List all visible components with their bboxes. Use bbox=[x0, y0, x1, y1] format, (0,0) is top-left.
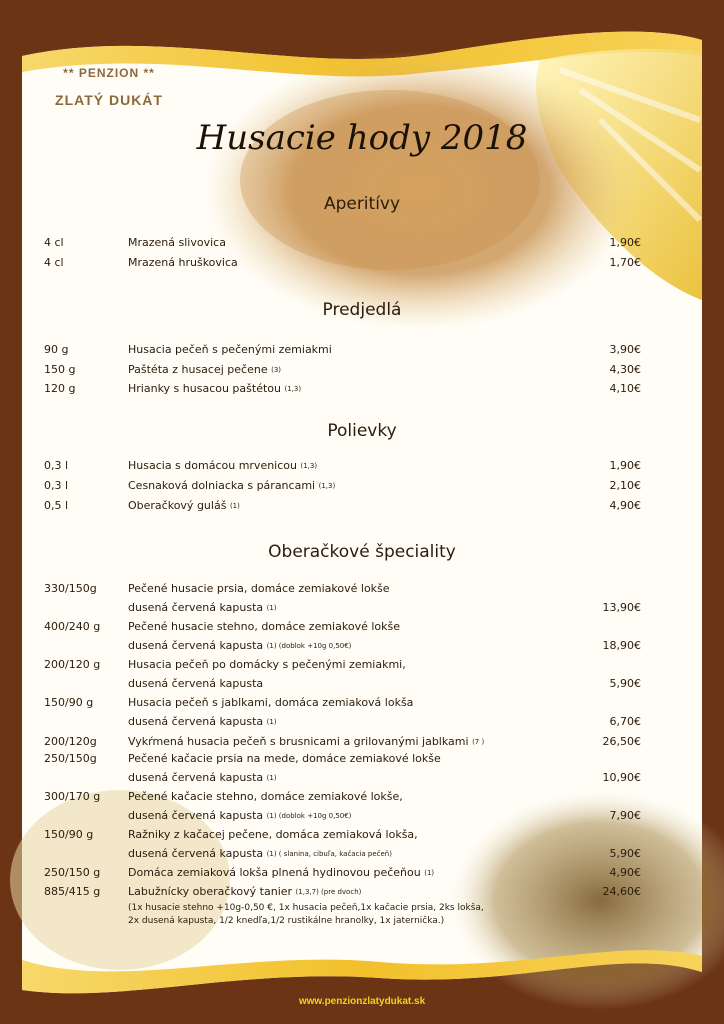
menu-row-price: 18,90€ bbox=[602, 639, 641, 652]
menu-row-qty: 400/240 g bbox=[44, 620, 101, 633]
menu-row-price: 13,90€ bbox=[602, 601, 641, 614]
menu-row bbox=[0, 866, 724, 884]
menu-row-price: 6,70€ bbox=[609, 715, 641, 728]
menu-row-qty: 200/120g bbox=[44, 735, 97, 748]
menu-title: Husacie hody 2018 bbox=[196, 118, 528, 158]
menu-row-qty: 250/150g bbox=[44, 752, 97, 765]
menu-row-name: Husacia pečeň s pečenými zemiakmi bbox=[128, 343, 332, 356]
menu-row-name: Vykŕmená husacia pečeň s brusnicami a grilovanými jablkami (7 ) bbox=[128, 735, 485, 748]
menu-row bbox=[0, 499, 724, 517]
menu-row bbox=[0, 382, 724, 400]
menu-row-price: 1,70€ bbox=[609, 256, 641, 269]
menu-row bbox=[0, 715, 724, 733]
menu-row-price: 1,90€ bbox=[609, 459, 641, 472]
menu-row bbox=[0, 752, 724, 770]
menu-row-price: 2,10€ bbox=[609, 479, 641, 492]
menu-row bbox=[0, 479, 724, 497]
menu-row-price: 4,90€ bbox=[609, 499, 641, 512]
menu-row-qty: 0,3 l bbox=[44, 459, 69, 472]
menu-row-qty: 4 cl bbox=[44, 256, 64, 269]
menu-row-name: Oberačkový guláš (1) bbox=[128, 499, 240, 512]
menu-row-price: 1,90€ bbox=[609, 236, 641, 249]
menu-row bbox=[0, 236, 724, 254]
menu-row-name: dusená červená kapusta (1) ( slanina, cibuľa, kačacia pečeň) bbox=[128, 847, 392, 860]
platter-note-line2: 2x dusená kapusta, 1/2 knedľa,1/2 rustikálne hranolky, 1x jaternička.) bbox=[128, 916, 445, 926]
menu-row bbox=[0, 677, 724, 695]
menu-row-name: Hrianky s husacou paštétou (1,3) bbox=[128, 382, 302, 395]
menu-row-qty: 300/170 g bbox=[44, 790, 101, 803]
menu-row-price: 5,90€ bbox=[609, 677, 641, 690]
menu-row bbox=[0, 363, 724, 381]
menu-row bbox=[0, 582, 724, 600]
section-heading-specialities: Oberačkové špeciality bbox=[268, 542, 456, 562]
menu-row-name: dusená červená kapusta (1) bbox=[128, 601, 277, 614]
menu-row-name: dusená červená kapusta bbox=[128, 677, 264, 690]
menu-row-price: 24,60€ bbox=[602, 885, 641, 898]
menu-row bbox=[0, 459, 724, 477]
menu-row-name: dusená červená kapusta (1) bbox=[128, 715, 277, 728]
menu-row-name: Paštéta z husacej pečene (3) bbox=[128, 363, 282, 376]
section-heading-aperitivy: Aperitívy bbox=[323, 194, 401, 214]
menu-row-price: 10,90€ bbox=[602, 771, 641, 784]
menu-row-name: Husacia s domácou mrvenicou (1,3) bbox=[128, 459, 318, 472]
menu-row-price: 4,30€ bbox=[609, 363, 641, 376]
menu-row bbox=[0, 790, 724, 808]
menu-row-qty: 150/90 g bbox=[44, 696, 94, 709]
menu-row-price: 5,90€ bbox=[609, 847, 641, 860]
menu-row bbox=[0, 847, 724, 865]
menu-row-price: 4,90€ bbox=[609, 866, 641, 879]
menu-row bbox=[0, 735, 724, 753]
menu-row bbox=[0, 639, 724, 657]
menu-row bbox=[0, 601, 724, 619]
menu-row-name: Ražniky z kačacej pečene, domáca zemiaková lokša, bbox=[128, 828, 418, 841]
menu-row-price: 4,10€ bbox=[609, 382, 641, 395]
menu-row bbox=[0, 771, 724, 789]
menu-row-name: Mrazená slivovica bbox=[128, 236, 226, 249]
menu-row-name: dusená červená kapusta (1) (doblok +10g 0,50€) bbox=[128, 639, 352, 652]
menu-row bbox=[0, 658, 724, 676]
menu-row bbox=[0, 809, 724, 827]
menu-row-price: 3,90€ bbox=[609, 343, 641, 356]
menu-row-qty: 330/150g bbox=[44, 582, 97, 595]
menu-row-qty: 150 g bbox=[44, 363, 76, 376]
menu-row-qty: 4 cl bbox=[44, 236, 64, 249]
platter-note-line1: (1x husacie stehno +10g-0,50 €, 1x husacia pečeň,1x kačacie prsia, 2ks lokša, bbox=[128, 903, 484, 913]
pension-logo bbox=[44, 66, 174, 108]
menu-row-name: dusená červená kapusta (1) (doblok +10g 0,50€) bbox=[128, 809, 352, 822]
menu-row-price: 26,50€ bbox=[602, 735, 641, 748]
menu-row-qty: 200/120 g bbox=[44, 658, 101, 671]
menu-row-qty: 250/150 g bbox=[44, 866, 101, 879]
menu-row-price: 7,90€ bbox=[609, 809, 641, 822]
menu-row-qty: 90 g bbox=[44, 343, 69, 356]
menu-row bbox=[0, 828, 724, 846]
menu-row bbox=[0, 696, 724, 714]
menu-row-qty: 0,5 l bbox=[44, 499, 69, 512]
logo-zlaty-dukat-text: ZLATÝ DUKÁT bbox=[55, 92, 163, 108]
menu-row-name: Domáca zemiaková lokša plnená hydinovou pečeňou (1) bbox=[128, 866, 435, 879]
footer-website: www.penzionzlatydukat.sk bbox=[298, 996, 426, 1007]
menu-row-name: Pečené husacie stehno, domáce zemiakové lokše bbox=[128, 620, 400, 633]
menu-row-name: Cesnaková dolniacka s párancami (1,3) bbox=[128, 479, 336, 492]
menu-row-name: Husacia pečeň s jablkami, domáca zemiaková lokša bbox=[128, 696, 414, 709]
menu-row bbox=[0, 885, 724, 903]
menu-row-name: dusená červená kapusta (1) bbox=[128, 771, 277, 784]
menu-row-qty: 0,3 l bbox=[44, 479, 69, 492]
menu-row-qty: 150/90 g bbox=[44, 828, 94, 841]
section-heading-polievky: Polievky bbox=[327, 421, 397, 441]
section-heading-predjedla: Predjedlá bbox=[322, 300, 402, 320]
menu-row-name: Labužnícky oberačkový tanier (1,3,7) (pre dvoch) bbox=[128, 885, 362, 898]
menu-row-name: Husacia pečeň po domácky s pečenými zemiakmi, bbox=[128, 658, 406, 671]
menu-row-name: Pečené kačacie stehno, domáce zemiakové lokše, bbox=[128, 790, 403, 803]
menu-row-name: Pečené kačacie prsia na mede, domáce zemiakové lokše bbox=[128, 752, 441, 765]
menu-row bbox=[0, 256, 724, 274]
logo-penzion-text: ** PENZION ** bbox=[63, 66, 155, 80]
menu-row bbox=[0, 620, 724, 638]
menu-row-qty: 885/415 g bbox=[44, 885, 101, 898]
menu-row-qty: 120 g bbox=[44, 382, 76, 395]
menu-row-name: Mrazená hruškovica bbox=[128, 256, 238, 269]
menu-row-name: Pečené husacie prsia, domáce zemiakové lokše bbox=[128, 582, 390, 595]
menu-row bbox=[0, 343, 724, 361]
